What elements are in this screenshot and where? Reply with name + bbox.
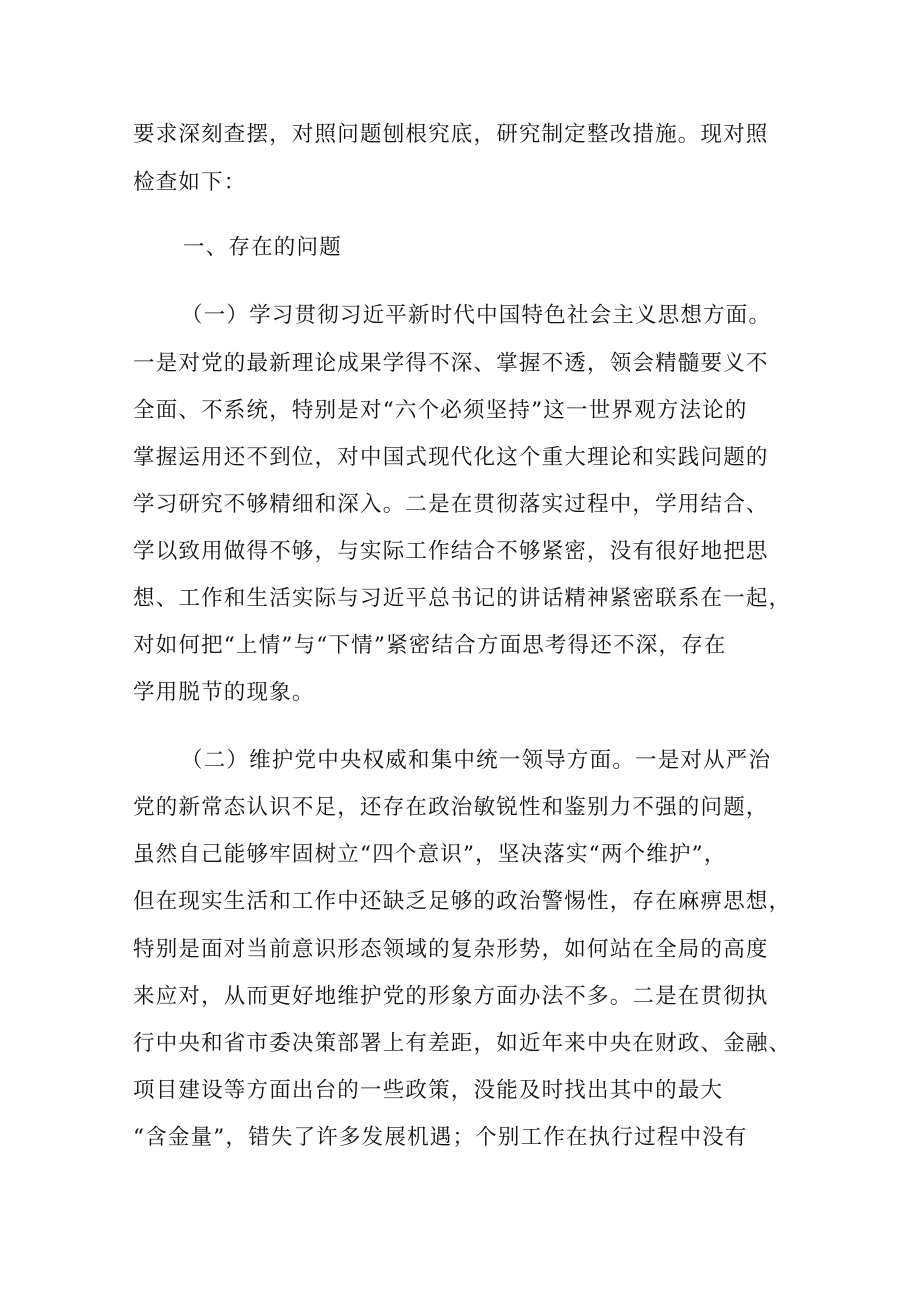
text-line: 特别是面对当前意识形态领域的复杂形势，如何站在全局的高度 [133, 937, 769, 962]
subsection-heading: （一）学习贯彻习近平新时代中国特色社会主义思想方面。 [181, 303, 772, 328]
text-line: 来应对，从而更好地维护党的形象方面办法不多。二是在贯彻执 [133, 984, 769, 1009]
section-heading: 一、存在的问题 [183, 235, 342, 260]
text-line: 项目建设等方面出台的一些政策，没能及时找出其中的最大 [133, 1078, 724, 1103]
text-line: 学以致用做得不够，与实际工作结合不够紧密，没有很好地把思 [133, 539, 769, 564]
text-line: 但在现实生活和工作中还缺乏足够的政治警惕性，存在麻痹思想， [133, 889, 792, 914]
text-line: 想、工作和生活实际与习近平总书记的讲话精神紧密联系在一起， [133, 586, 792, 611]
subsection-heading: （二）维护党中央权威和集中统一领导方面。一是对从严治 [181, 748, 772, 773]
text-line: 检查如下： [133, 170, 247, 195]
text-line: 学习研究不够精细和深入。二是在贯彻落实过程中，学用结合、 [133, 492, 769, 517]
text-line: 掌握运用还不到位，对中国式现代化这个重大理论和实践问题的 [133, 445, 769, 470]
text-line: 行中央和省市委决策部署上有差距，如近年来中央在财政、金融、 [133, 1031, 792, 1056]
text-line: 一是对党的最新理论成果学得不深、掌握不透，领会精髓要义不 [133, 351, 769, 376]
text-line: 对如何把“上情”与“下情”紧密结合方面思考得还不深，存在 [133, 633, 727, 658]
text-line: 全面、不系统，特别是对“六个必须坚持”这一世界观方法论的 [133, 398, 748, 423]
text-line: 虽然自己能够牢固树立“四个意识”，坚决落实“两个维护”， [133, 842, 727, 867]
text-line: 要求深刻查摆，对照问题刨根究底，研究制定整改措施。现对照 [133, 122, 769, 147]
text-line: “含金量”，错失了许多发展机遇；个别工作在执行过程中没有 [133, 1125, 748, 1150]
text-line: 党的新常态认识不足，还存在政治敏锐性和鉴别力不强的问题， [133, 795, 769, 820]
text-line: 学用脱节的现象。 [133, 680, 315, 705]
